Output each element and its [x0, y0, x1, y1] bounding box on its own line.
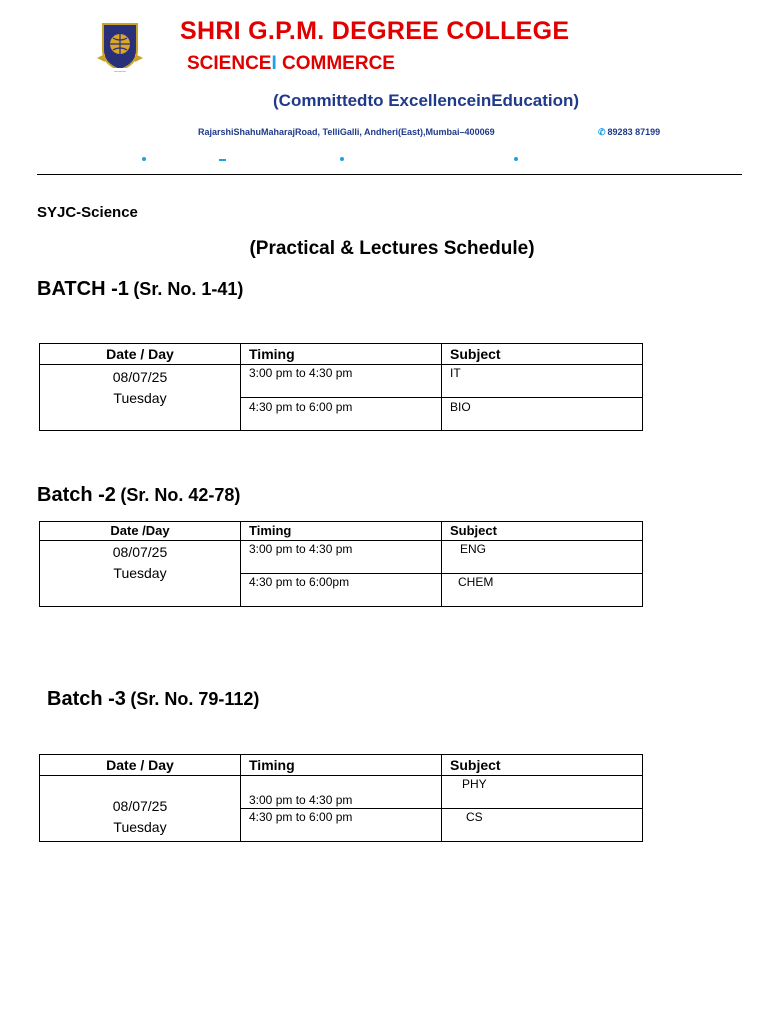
timing-cell: 4:30 pm to 6:00pm	[241, 574, 442, 607]
college-phone	[598, 127, 660, 138]
timing-cell: 4:30 pm to 6:00 pm	[241, 809, 442, 842]
subject-cell: BIO	[442, 398, 643, 431]
column-header-date: Date /Day	[40, 522, 241, 541]
day-text: Tuesday	[113, 819, 167, 835]
table-header-row	[40, 755, 643, 776]
date-text: 08/07/25	[112, 798, 168, 814]
date-text: 08/07/25	[112, 369, 168, 385]
batch-name: Batch -2	[37, 484, 116, 506]
date-day-cell	[40, 776, 241, 842]
class-label: SYJC-Science	[37, 204, 138, 221]
decorative-dot	[514, 157, 518, 161]
header-divider	[37, 174, 742, 175]
batch-serial: (Sr. No. 79-112)	[130, 689, 260, 709]
phone-icon: ✆	[598, 127, 606, 137]
table-header-row	[40, 344, 643, 365]
college-streams	[187, 53, 395, 75]
batch-heading	[37, 484, 240, 507]
subject-cell: ENG	[442, 541, 643, 574]
column-header-date: Date / Day	[40, 755, 241, 776]
column-header-date: Date / Day	[40, 344, 241, 365]
stream-separator: I	[271, 53, 277, 74]
timing-cell: 3:00 pm to 4:30 pm	[241, 776, 442, 809]
stream-commerce: COMMERCE	[282, 53, 395, 74]
column-header-timing: Timing	[241, 522, 442, 541]
column-header-timing: Timing	[241, 344, 442, 365]
decorative-dot	[142, 157, 146, 161]
college-tagline: (Committedto ExcellenceinEducation)	[273, 91, 580, 110]
batch-name: Batch -3	[47, 688, 126, 710]
schedule-table	[39, 343, 643, 431]
table-row	[40, 541, 643, 574]
stream-science: SCIENCE	[187, 53, 272, 74]
table-row	[40, 776, 643, 809]
column-header-subject: Subject	[442, 344, 643, 365]
batch-name: BATCH -1	[37, 278, 129, 300]
document-title: (Practical & Lectures Schedule)	[249, 238, 535, 259]
table-row	[40, 365, 643, 398]
timing-cell: 4:30 pm to 6:00 pm	[241, 398, 442, 431]
svg-text:———: ———	[114, 68, 126, 74]
column-header-timing: Timing	[241, 755, 442, 776]
schedule-table	[39, 521, 643, 607]
batch-heading	[47, 688, 259, 711]
subject-cell: CS	[442, 809, 643, 842]
column-header-subject: Subject	[442, 522, 643, 541]
day-text: Tuesday	[113, 390, 167, 406]
subject-cell: IT	[442, 365, 643, 398]
batch-serial: (Sr. No. 1-41)	[133, 279, 244, 299]
batch-heading	[37, 278, 243, 301]
schedule-table	[39, 754, 643, 842]
column-header-subject: Subject	[442, 755, 643, 776]
timing-cell: 3:00 pm to 4:30 pm	[241, 365, 442, 398]
subject-cell: PHY	[442, 776, 643, 809]
phone-number: 89283 87199	[607, 127, 661, 137]
table-header-row	[40, 522, 643, 541]
decorative-dot	[340, 157, 344, 161]
day-text: Tuesday	[113, 565, 167, 581]
decorative-dash	[219, 159, 226, 161]
date-day-cell	[40, 365, 241, 431]
batch-serial: (Sr. No. 42-78)	[120, 485, 241, 505]
college-address: RajarshiShahuMaharajRoad, TelliGalli, Andheri(East),Mumbai–400069	[198, 127, 495, 137]
subject-cell: CHEM	[442, 574, 643, 607]
timing-cell: 3:00 pm to 4:30 pm	[241, 541, 442, 574]
college-name: SHRI G.P.M. DEGREE COLLEGE	[180, 17, 570, 45]
college-logo	[95, 20, 145, 74]
date-text: 08/07/25	[112, 544, 168, 560]
date-day-cell	[40, 541, 241, 607]
